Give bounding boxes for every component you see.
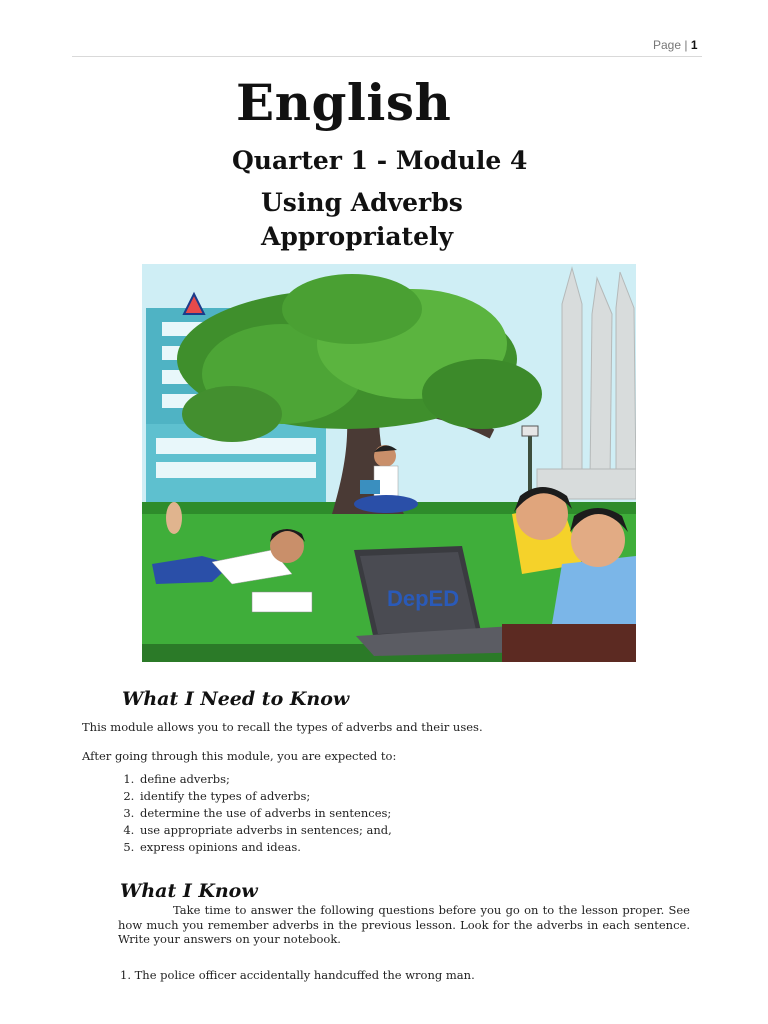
module-intro: This module allows you to recall the types of adverbs and their uses. xyxy=(82,720,483,734)
deped-logo: DepED xyxy=(387,586,460,611)
objective-item: 2. identify the types of adverbs; xyxy=(138,788,392,805)
module-expectation: After going through this module, you are expected to: xyxy=(82,749,397,763)
cover-illustration xyxy=(142,264,636,662)
question-1: 1. The police officer accidentally handcuffed the wrong man. xyxy=(120,968,475,982)
quarter-module: Quarter 1 - Module 4 xyxy=(232,146,528,175)
subject-title: English xyxy=(236,73,452,132)
what-i-know-heading: What I Know xyxy=(120,880,258,902)
page-number: Page | 1 xyxy=(653,38,698,52)
module-title-line2: Appropriately xyxy=(261,222,454,251)
page-label: Page xyxy=(653,38,682,52)
objective-item: 4. use appropriate adverbs in sentences; and, xyxy=(138,822,392,839)
objective-item: 3. determine the use of adverbs in sentences; xyxy=(138,805,392,822)
objective-item: 1. define adverbs; xyxy=(138,771,392,788)
header-line xyxy=(72,56,702,57)
what-i-need-to-know-heading: What I Need to Know xyxy=(122,688,350,710)
module-title-line1: Using Adverbs xyxy=(261,188,463,217)
objectives-list xyxy=(118,771,392,856)
module-title xyxy=(261,186,561,254)
page-number-value: 1 xyxy=(690,38,698,52)
what-i-know-instructions: Take time to answer the following questions before you go on to the lesson proper. See how much you remember adverbs in the previous lesson. Look for the adverbs in each sentence. Write your answers on your notebook. xyxy=(118,903,690,946)
objective-item: 5. express opinions and ideas. xyxy=(138,839,392,856)
